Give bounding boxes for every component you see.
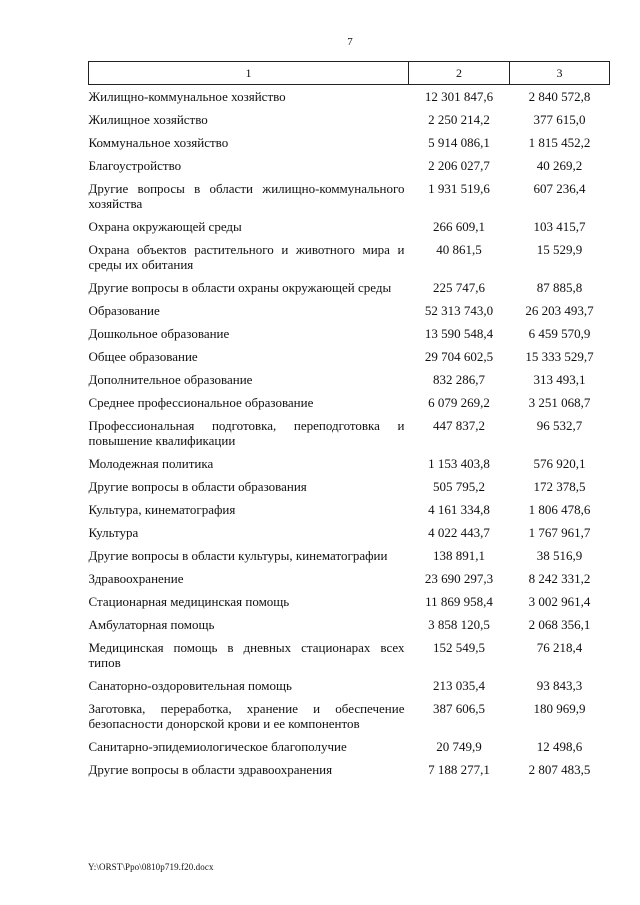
- row-value-col3: 2 068 356,1: [528, 617, 591, 632]
- row-value-col3: 103 415,7: [533, 219, 586, 234]
- row-value-col3: 2 807 483,5: [528, 762, 591, 777]
- row-value-col2: 6 079 269,2: [428, 395, 490, 410]
- row-value-col3: 40 269,2: [536, 158, 583, 173]
- row-value-col2: 138 891,1: [433, 548, 485, 563]
- table-header-row: [89, 62, 610, 85]
- table-row: [89, 758, 610, 781]
- table-row: [89, 299, 610, 322]
- table-row: [89, 567, 610, 590]
- row-name-cell: Профессиональная подготовка, переподготовка и повышение квалификации: [88, 418, 405, 448]
- table-row: [89, 674, 610, 697]
- row-name-cell: Санаторно-оздоровительная помощь: [88, 678, 292, 693]
- table-row: [89, 276, 610, 299]
- row-value-col3: 313 493,1: [533, 372, 586, 387]
- table-row: [89, 177, 610, 215]
- table-row: [89, 85, 610, 109]
- file-path-footer: Y:\ORST\Ppo\0810p719.f20.docx: [88, 862, 214, 872]
- row-value-col2: 266 609,1: [433, 219, 485, 234]
- row-value-col2: 11 869 958,4: [425, 594, 493, 609]
- row-value-col2: 29 704 602,5: [424, 349, 494, 364]
- row-name-cell: Коммунальное хозяйство: [88, 135, 229, 150]
- table-row: [89, 544, 610, 567]
- row-name-cell: Другие вопросы в области здравоохранения: [88, 762, 333, 777]
- table-row: [89, 636, 610, 674]
- table-row: [89, 391, 610, 414]
- row-name-cell: Образование: [88, 303, 160, 318]
- table-row: [89, 108, 610, 131]
- row-value-col3: 1 767 961,7: [528, 525, 591, 540]
- table-row: [89, 414, 610, 452]
- row-name-cell: Другие вопросы в области охраны окружающей среды: [88, 280, 392, 295]
- row-value-col3: 93 843,3: [536, 678, 583, 693]
- row-value-col2: 7 188 277,1: [428, 762, 490, 777]
- row-value-col2: 23 690 297,3: [424, 571, 494, 586]
- row-name-cell: Заготовка, переработка, хранение и обеспечение безопасности донорской крови и ее компонентов: [88, 701, 405, 731]
- row-name-cell: Медицинская помощь в дневных стационарах всех типов: [88, 640, 405, 670]
- row-value-col2: 832 286,7: [433, 372, 485, 387]
- column-header-2: 2: [409, 62, 510, 85]
- row-value-col3: 12 498,6: [536, 739, 583, 754]
- table-row: [89, 590, 610, 613]
- row-name-cell: Молодежная политика: [88, 456, 214, 471]
- row-name-cell: Благоустройство: [88, 158, 182, 173]
- row-value-col3: 1 806 478,6: [528, 502, 591, 517]
- row-value-col2: 2 206 027,7: [428, 158, 490, 173]
- row-value-col2: 1 153 403,8: [428, 456, 490, 471]
- row-name-cell: Жилищно-коммунальное хозяйство: [88, 89, 286, 104]
- row-value-col3: 15 529,9: [536, 242, 583, 257]
- row-value-col2: 12 301 847,6: [424, 89, 494, 104]
- row-name-cell: Общее образование: [88, 349, 198, 364]
- table-row: [89, 735, 610, 758]
- row-name-cell: Среднее профессиональное образование: [88, 395, 314, 410]
- table-row: [89, 452, 610, 475]
- row-name-cell: Охрана объектов растительного и животного мира и среды их обитания: [88, 242, 405, 272]
- column-header-3: 3: [510, 62, 610, 85]
- row-name-cell: Другие вопросы в области жилищно-коммунального хозяйства: [88, 181, 405, 211]
- row-name-cell: Санитарно-эпидемиологическое благополучие: [88, 739, 347, 754]
- row-value-col3: 576 920,1: [533, 456, 586, 471]
- row-value-col3: 2 840 572,8: [528, 89, 591, 104]
- table-row: [89, 215, 610, 238]
- row-value-col3: 1 815 452,2: [528, 135, 591, 150]
- table-row: [89, 368, 610, 391]
- row-value-col3: 180 969,9: [533, 701, 586, 716]
- row-value-col2: 20 749,9: [436, 739, 482, 754]
- table-row: [89, 322, 610, 345]
- budget-table: [88, 61, 609, 781]
- row-value-col2: 213 035,4: [433, 678, 485, 693]
- row-name-cell: Культура, кинематография: [88, 502, 236, 517]
- row-value-col2: 387 606,5: [433, 701, 485, 716]
- row-value-col2: 52 313 743,0: [424, 303, 494, 318]
- row-value-col3: 8 242 331,2: [528, 571, 591, 586]
- row-value-col2: 505 795,2: [433, 479, 485, 494]
- row-value-col2: 5 914 086,1: [428, 135, 490, 150]
- table-row: [89, 521, 610, 544]
- table-row: [89, 697, 610, 735]
- row-name-cell: Дошкольное образование: [88, 326, 230, 341]
- row-name-cell: Амбулаторная помощь: [88, 617, 215, 632]
- table-row: [89, 475, 610, 498]
- row-value-col2: 152 549,5: [433, 640, 485, 655]
- row-name-cell: Культура: [88, 525, 139, 540]
- table-row: [89, 498, 610, 521]
- row-name-cell: Жилищное хозяйство: [88, 112, 208, 127]
- row-value-col3: 172 378,5: [533, 479, 586, 494]
- row-name-cell: Охрана окружающей среды: [88, 219, 242, 234]
- row-value-col2: 2 250 214,2: [428, 112, 490, 127]
- row-value-col2: 447 837,2: [433, 418, 485, 433]
- table-row: [89, 238, 610, 276]
- row-value-col3: 38 516,9: [536, 548, 583, 563]
- row-value-col2: 1 931 519,6: [428, 181, 490, 196]
- row-value-col2: 13 590 548,4: [424, 326, 494, 341]
- row-name-cell: Дополнительное образование: [88, 372, 253, 387]
- row-value-col2: 40 861,5: [436, 242, 482, 257]
- row-value-col2: 4 161 334,8: [428, 502, 490, 517]
- table-row: [89, 613, 610, 636]
- row-value-col3: 6 459 570,9: [528, 326, 591, 341]
- row-value-col3: 3 002 961,4: [528, 594, 591, 609]
- row-value-col3: 607 236,4: [533, 181, 586, 196]
- row-value-col2: 225 747,6: [433, 280, 485, 295]
- table-row: [89, 131, 610, 154]
- row-value-col3: 26 203 493,7: [525, 303, 594, 318]
- page-number: 7: [347, 36, 353, 48]
- row-value-col3: 76 218,4: [536, 640, 583, 655]
- row-name-cell: Стационарная медицинская помощь: [88, 594, 290, 609]
- row-value-col3: 87 885,8: [536, 280, 583, 295]
- row-value-col3: 15 333 529,7: [525, 349, 594, 364]
- row-name-cell: Другие вопросы в области образования: [88, 479, 307, 494]
- row-value-col2: 4 022 443,7: [428, 525, 490, 540]
- row-value-col2: 3 858 120,5: [428, 617, 490, 632]
- row-name-cell: Другие вопросы в области культуры, кинематографии: [88, 548, 388, 563]
- row-value-col3: 377 615,0: [533, 112, 586, 127]
- row-name-cell: Здравоохранение: [88, 571, 184, 586]
- column-header-1: 1: [89, 62, 409, 85]
- table-row: [89, 345, 610, 368]
- row-value-col3: 3 251 068,7: [528, 395, 591, 410]
- table-row: [89, 154, 610, 177]
- row-value-col3: 96 532,7: [536, 418, 583, 433]
